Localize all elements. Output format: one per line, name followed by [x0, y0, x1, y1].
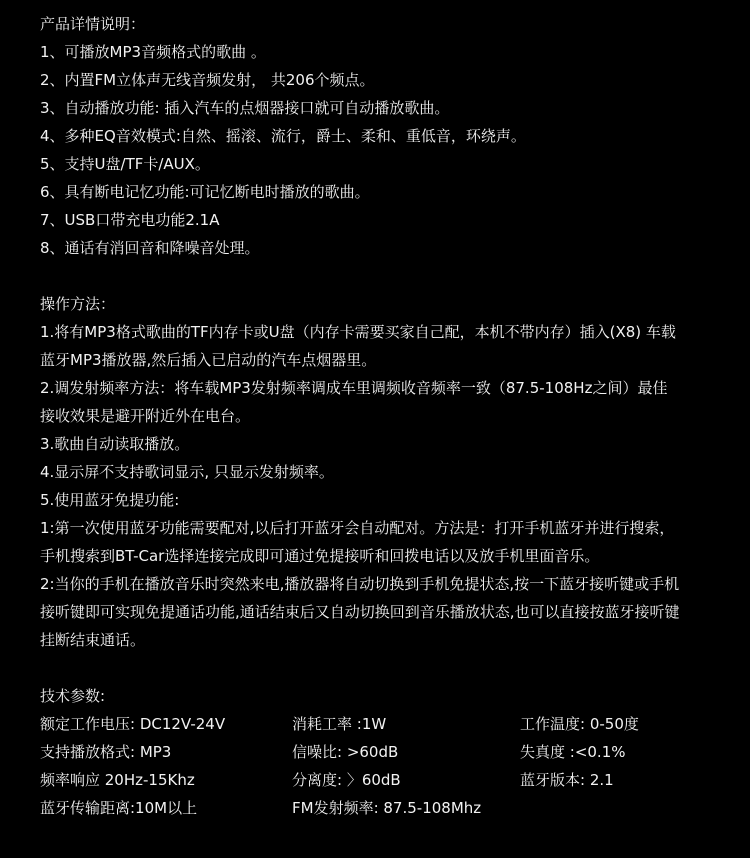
detail-item: 3、自动播放功能: 插入汽车的点烟器接口就可自动播放歌曲。 — [40, 99, 450, 117]
product-description — [40, 10, 730, 822]
operation-line: 1:第一次使用蓝牙功能需要配对,以后打开蓝牙会自动配对。方法是：打开手机蓝牙并进行搜索， — [40, 519, 675, 537]
spec-rated-voltage: 额定工作电压: DC12V-24V — [40, 715, 226, 733]
operation-line: 2:当你的手机在播放音乐时突然来电,播放器将自动切换到手机免提状态,按一下蓝牙接听键或手机 — [40, 575, 680, 593]
spec-bluetooth-range: 蓝牙传输距离:10M以上 — [40, 799, 198, 817]
spec-playback-format: 支持播放格式: MP3 — [40, 743, 172, 761]
spec-row — [40, 794, 730, 822]
spec-snr: 信噪比: >60dB — [292, 743, 399, 761]
spec-row — [40, 738, 730, 766]
operation-line: 挂断结束通话。 — [40, 631, 146, 649]
detail-item: 6、具有断电记忆功能:可记忆断电时播放的歌曲。 — [40, 183, 370, 201]
detail-item: 5、支持U盘/TF卡/AUX。 — [40, 155, 210, 173]
operation-line: 接收效果是避开附近外在电台。 — [40, 407, 251, 425]
spec-separation: 分离度: 〉60dB — [292, 771, 401, 789]
operation-line: 3.歌曲自动读取播放。 — [40, 435, 190, 453]
section-spacer — [40, 262, 730, 290]
operation-line: 蓝牙MP3播放器,然后插入已启动的汽车点烟器里。 — [40, 351, 377, 369]
operation-line: 5.使用蓝牙免提功能: — [40, 491, 180, 509]
detail-item: 2、内置FM立体声无线音频发射， 共206个频点。 — [40, 71, 375, 89]
detail-item: 4、多种EQ音效模式:自然、摇滚、流行，爵士、柔和、重低音，环绕声。 — [40, 127, 526, 145]
detail-item: 1、可播放MP3音频格式的歌曲 。 — [40, 43, 266, 61]
spec-operating-temperature: 工作温度: 0-50度 — [520, 715, 639, 733]
spec-row — [40, 710, 730, 738]
operation-line: 接听键即可实现免提通话功能,通话结束后又自动切换回到音乐播放状态,也可以直接按蓝牙接听键 — [40, 603, 680, 621]
detail-item: 7、USB口带充电功能2.1A — [40, 211, 220, 229]
spec-bluetooth-version: 蓝牙版本: 2.1 — [520, 771, 614, 789]
spec-frequency-response: 频率响应 20Hz-15Khz — [40, 771, 195, 789]
operation-line: 4.显示屏不支持歌词显示, 只显示发射频率。 — [40, 463, 334, 481]
detail-item: 8、通话有消回音和降噪音处理。 — [40, 239, 260, 257]
specs-title: 技术参数: — [40, 687, 106, 705]
spec-fm-frequency: FM发射频率: 87.5-108Mhz — [292, 799, 482, 817]
section-spacer — [40, 654, 730, 682]
details-title: 产品详情说明： — [40, 15, 146, 33]
operation-title: 操作方法： — [40, 295, 116, 313]
spec-power-consumption: 消耗工率 :1W — [292, 715, 387, 733]
spec-row — [40, 766, 730, 794]
spec-distortion: 失真度 :<0.1% — [520, 743, 626, 761]
operation-line: 手机搜索到BT-Car选择连接完成即可通过免提接听和回拨电话以及放手机里面音乐。 — [40, 547, 600, 565]
operation-line: 1.将有MP3格式歌曲的TF内存卡或U盘（内存卡需要买家自己配，本机不带内存）插入(X8) 车载 — [40, 323, 676, 341]
operation-line: 2.调发射频率方法：将车载MP3发射频率调成车里调频收音频率一致（87.5-108Hz之间）最佳 — [40, 379, 668, 397]
